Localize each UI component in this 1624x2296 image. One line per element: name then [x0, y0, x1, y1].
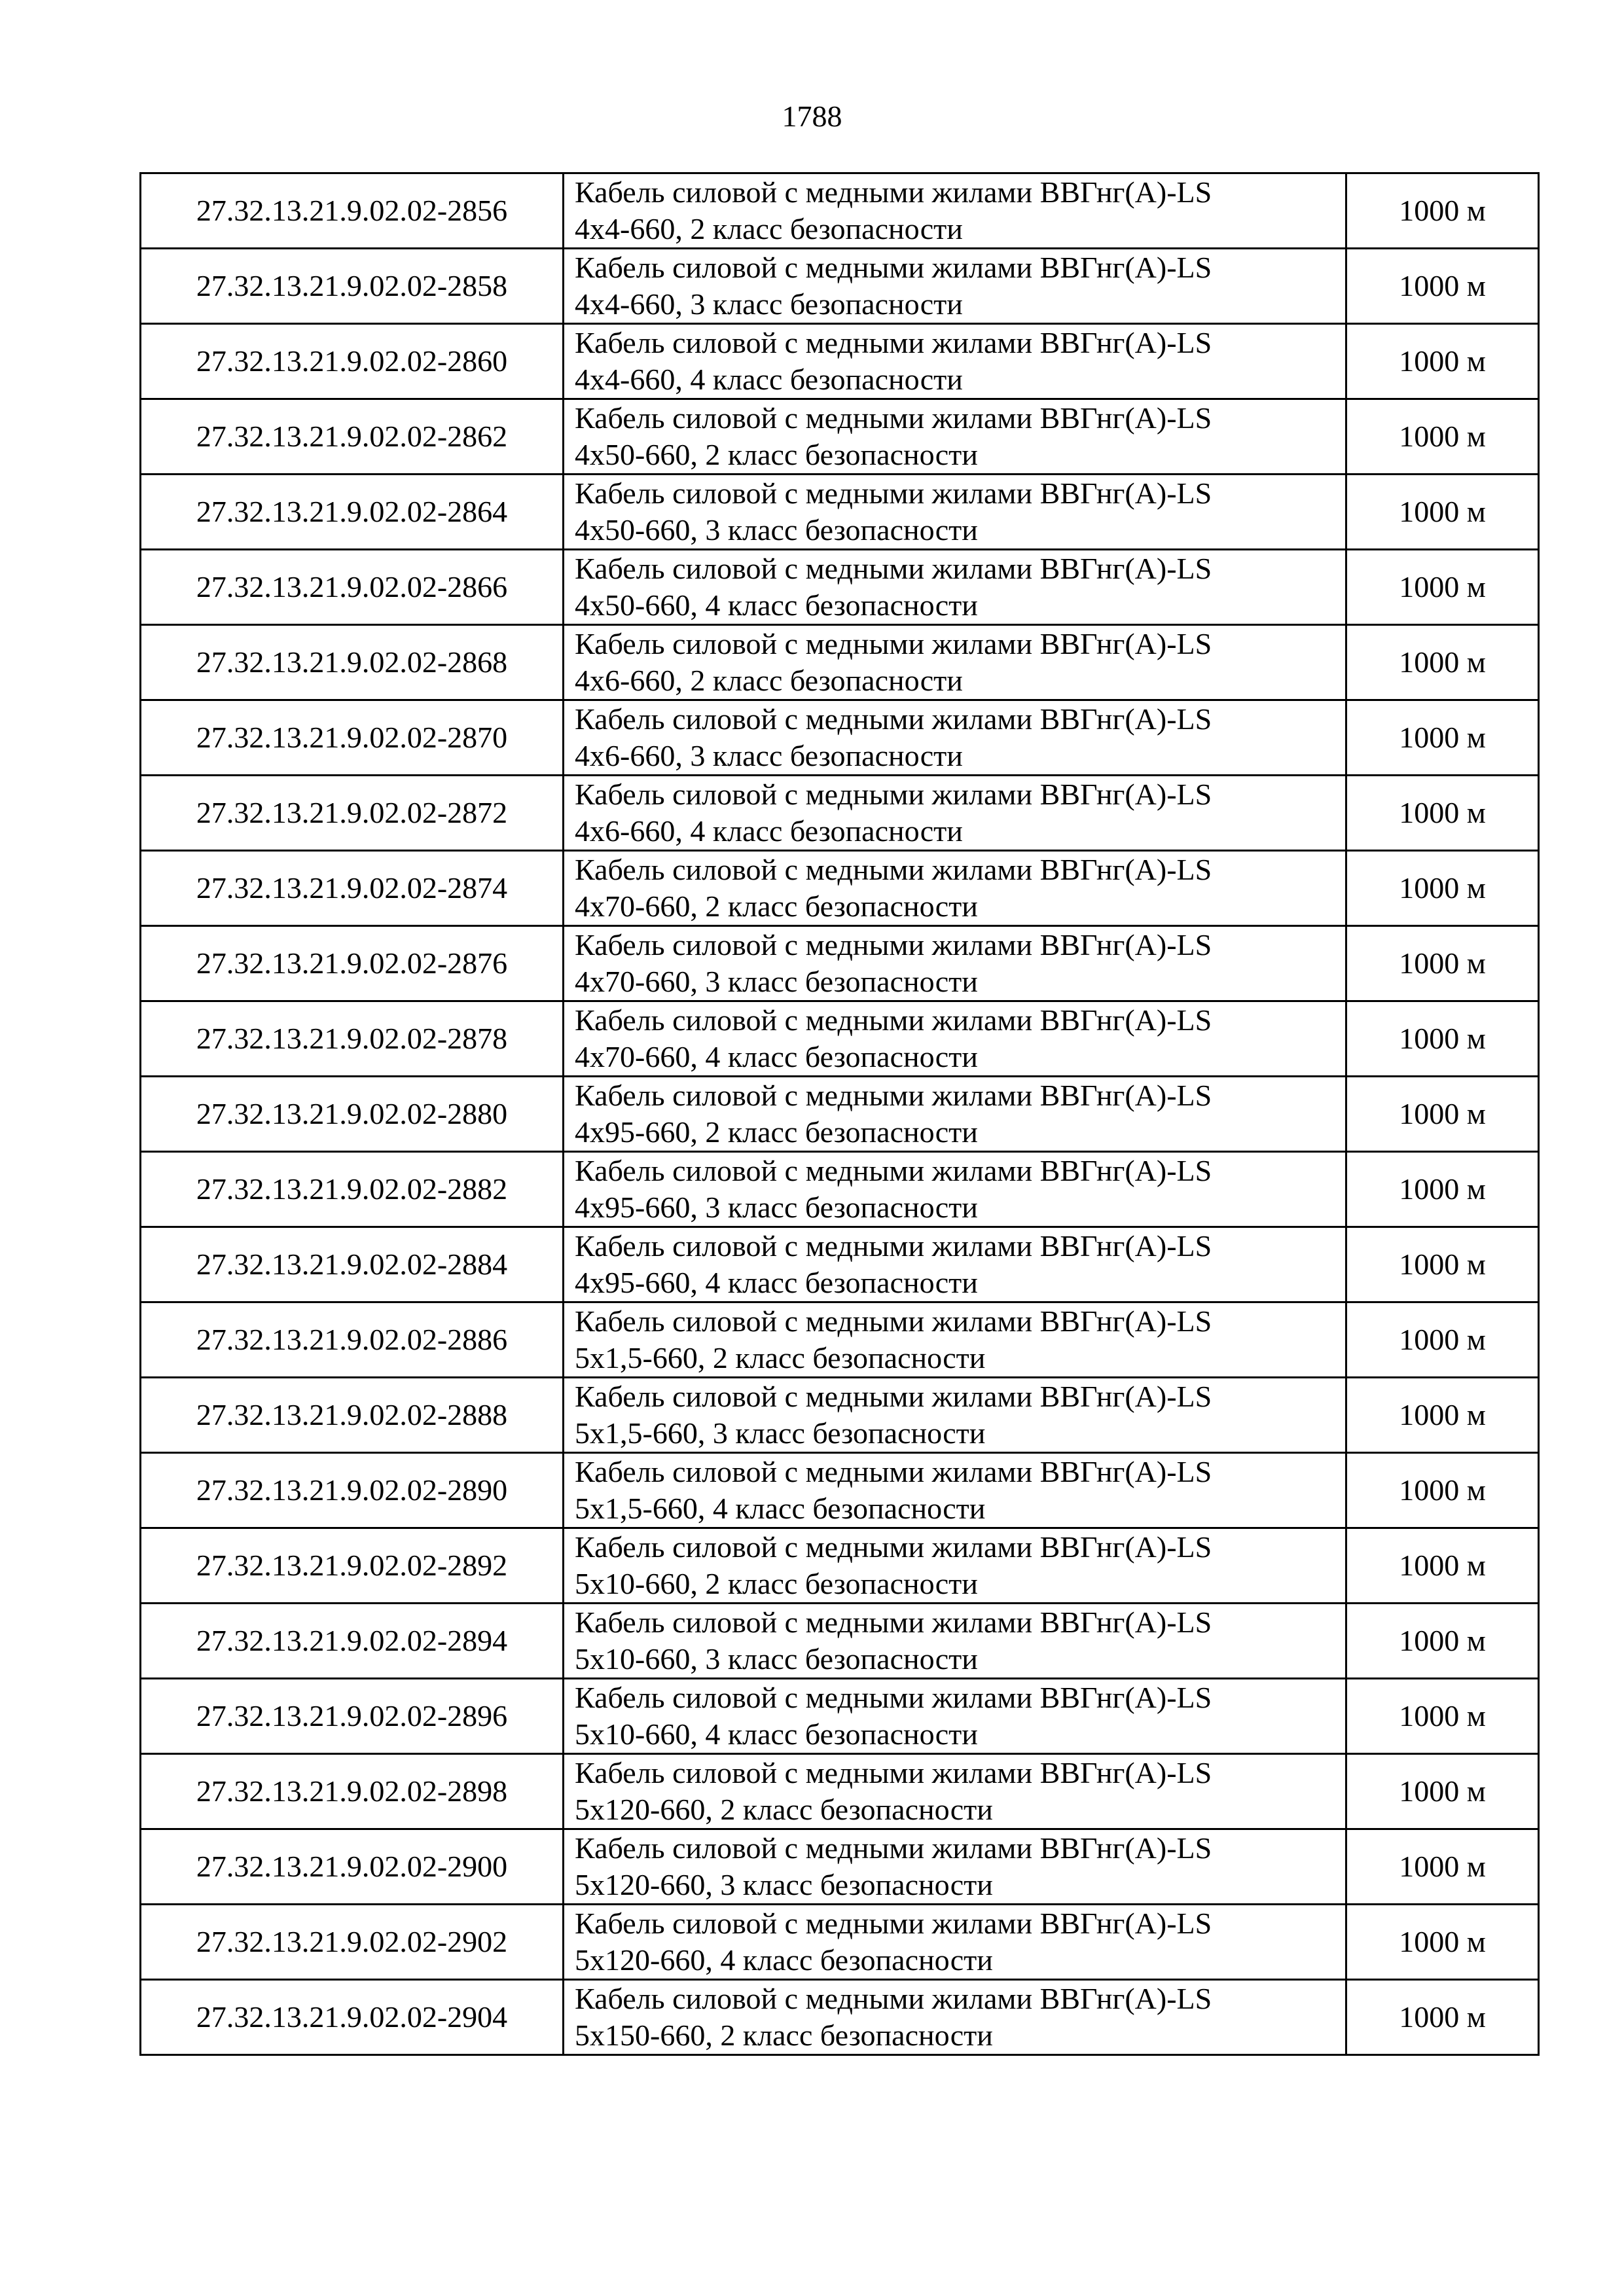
description-line-1: Кабель силовой с медными жилами ВВГнг(А)-LS: [575, 1304, 1212, 1338]
resource-code-cell: 27.32.13.21.9.02.02-2880: [141, 1077, 564, 1152]
resource-code-cell: 27.32.13.21.9.02.02-2860: [141, 324, 564, 399]
table-row: [141, 475, 1539, 550]
description-line-2: 5х1,5-660, 3 класс безопасности: [575, 1416, 986, 1450]
description-cell: [564, 399, 1346, 475]
description-line-2: 4х50-660, 4 класс безопасности: [575, 588, 978, 622]
description-cell: [564, 700, 1346, 776]
unit-cell: 1000 м: [1346, 1378, 1539, 1453]
description-cell: [564, 1152, 1346, 1227]
unit-cell: 1000 м: [1346, 1302, 1539, 1378]
table-row: [141, 173, 1539, 249]
description-line-2: 5х150-660, 2 класс безопасности: [575, 2018, 993, 2052]
description-line-1: Кабель силовой с медными жилами ВВГнг(А)-LS: [575, 1982, 1212, 2015]
description-line-1: Кабель силовой с медными жилами ВВГнг(А)-LS: [575, 1079, 1212, 1112]
unit-cell: 1000 м: [1346, 1604, 1539, 1679]
table-row: [141, 399, 1539, 475]
unit-cell: 1000 м: [1346, 1077, 1539, 1152]
unit-cell: 1000 м: [1346, 1754, 1539, 1829]
unit-cell: 1000 м: [1346, 776, 1539, 851]
description-line-2: 5х120-660, 2 класс безопасности: [575, 1793, 993, 1826]
description-cell: [564, 1453, 1346, 1528]
unit-cell: 1000 м: [1346, 1905, 1539, 1980]
description-cell: [564, 324, 1346, 399]
description-line-2: 4х6-660, 3 класс безопасности: [575, 739, 963, 772]
description-line-1: Кабель силовой с медными жилами ВВГнг(А)-LS: [575, 853, 1212, 886]
description-line-1: Кабель силовой с медными жилами ВВГнг(А)-LS: [575, 1455, 1212, 1488]
resource-code-cell: 27.32.13.21.9.02.02-2866: [141, 550, 564, 625]
unit-cell: 1000 м: [1346, 1980, 1539, 2055]
table-row: [141, 1001, 1539, 1077]
description-cell: [564, 550, 1346, 625]
description-cell: [564, 475, 1346, 550]
resource-code-cell: 27.32.13.21.9.02.02-2858: [141, 249, 564, 324]
resource-code-cell: 27.32.13.21.9.02.02-2898: [141, 1754, 564, 1829]
description-line-1: Кабель силовой с медными жилами ВВГнг(А)-LS: [575, 627, 1212, 660]
description-line-2: 5х1,5-660, 4 класс безопасности: [575, 1492, 986, 1525]
unit-cell: 1000 м: [1346, 1453, 1539, 1528]
resource-code-cell: 27.32.13.21.9.02.02-2904: [141, 1980, 564, 2055]
description-cell: [564, 926, 1346, 1001]
description-line-2: 4х50-660, 2 класс безопасности: [575, 438, 978, 471]
unit-cell: 1000 м: [1346, 550, 1539, 625]
description-line-2: 4х70-660, 3 класс безопасности: [575, 965, 978, 998]
description-cell: [564, 1528, 1346, 1604]
description-cell: [564, 1829, 1346, 1905]
unit-cell: 1000 м: [1346, 324, 1539, 399]
description-line-1: Кабель силовой с медными жилами ВВГнг(А)-LS: [575, 326, 1212, 359]
description-line-1: Кабель силовой с медными жилами ВВГнг(А)-LS: [575, 1681, 1212, 1714]
resource-code-cell: 27.32.13.21.9.02.02-2878: [141, 1001, 564, 1077]
table-row: [141, 324, 1539, 399]
description-line-1: Кабель силовой с медными жилами ВВГнг(А)-LS: [575, 1229, 1212, 1263]
description-line-1: Кабель силовой с медными жилами ВВГнг(А)-LS: [575, 1003, 1212, 1037]
unit-cell: 1000 м: [1346, 926, 1539, 1001]
table-row: [141, 700, 1539, 776]
resource-code-cell: 27.32.13.21.9.02.02-2870: [141, 700, 564, 776]
resource-code-cell: 27.32.13.21.9.02.02-2862: [141, 399, 564, 475]
description-cell: [564, 1754, 1346, 1829]
table-row: [141, 1528, 1539, 1604]
description-line-1: Кабель силовой с медными жилами ВВГнг(А)-LS: [575, 1756, 1212, 1789]
table-row: [141, 1077, 1539, 1152]
description-line-2: 5х10-660, 4 класс безопасности: [575, 1717, 978, 1751]
table-row: [141, 1302, 1539, 1378]
resource-code-cell: 27.32.13.21.9.02.02-2868: [141, 625, 564, 700]
description-line-2: 4х70-660, 4 класс безопасности: [575, 1040, 978, 1073]
table-row: [141, 1829, 1539, 1905]
description-cell: [564, 1604, 1346, 1679]
table-row: [141, 851, 1539, 926]
unit-cell: 1000 м: [1346, 1001, 1539, 1077]
description-line-1: Кабель силовой с медными жилами ВВГнг(А)-LS: [575, 702, 1212, 736]
unit-cell: 1000 м: [1346, 249, 1539, 324]
description-cell: [564, 249, 1346, 324]
unit-cell: 1000 м: [1346, 475, 1539, 550]
description-line-2: 4х6-660, 2 класс безопасности: [575, 664, 963, 697]
resource-code-cell: 27.32.13.21.9.02.02-2888: [141, 1378, 564, 1453]
description-cell: [564, 776, 1346, 851]
description-line-1: Кабель силовой с медными жилами ВВГнг(А)-LS: [575, 175, 1212, 209]
table-row: [141, 1453, 1539, 1528]
resource-code-cell: 27.32.13.21.9.02.02-2884: [141, 1227, 564, 1302]
description-line-1: Кабель силовой с медными жилами ВВГнг(А)-LS: [575, 1154, 1212, 1187]
cable-table: [139, 172, 1540, 2056]
table-row: [141, 1378, 1539, 1453]
resource-code-cell: 27.32.13.21.9.02.02-2886: [141, 1302, 564, 1378]
resource-code-cell: 27.32.13.21.9.02.02-2856: [141, 173, 564, 249]
table-body: [141, 173, 1539, 2055]
table-row: [141, 1227, 1539, 1302]
table-row: [141, 926, 1539, 1001]
resource-code-cell: 27.32.13.21.9.02.02-2876: [141, 926, 564, 1001]
description-line-2: 4х6-660, 4 класс безопасности: [575, 814, 963, 848]
description-line-1: Кабель силовой с медными жилами ВВГнг(А)-LS: [575, 476, 1212, 510]
unit-cell: 1000 м: [1346, 1152, 1539, 1227]
unit-cell: 1000 м: [1346, 173, 1539, 249]
unit-cell: 1000 м: [1346, 1227, 1539, 1302]
resource-code-cell: 27.32.13.21.9.02.02-2902: [141, 1905, 564, 1980]
resource-code-cell: 27.32.13.21.9.02.02-2874: [141, 851, 564, 926]
page-number: 1788: [782, 99, 842, 133]
description-line-1: Кабель силовой с медными жилами ВВГнг(А)-LS: [575, 251, 1212, 284]
unit-cell: 1000 м: [1346, 1528, 1539, 1604]
table-row: [141, 625, 1539, 700]
table-row: [141, 249, 1539, 324]
description-line-2: 5х1,5-660, 2 класс безопасности: [575, 1341, 986, 1374]
resource-code-cell: 27.32.13.21.9.02.02-2894: [141, 1604, 564, 1679]
description-line-1: Кабель силовой с медными жилами ВВГнг(А)-LS: [575, 778, 1212, 811]
description-cell: [564, 1679, 1346, 1754]
table-row: [141, 1754, 1539, 1829]
table-row: [141, 1905, 1539, 1980]
table-row: [141, 1980, 1539, 2055]
description-line-2: 5х120-660, 4 класс безопасности: [575, 1943, 993, 1977]
description-cell: [564, 851, 1346, 926]
description-line-2: 4х4-660, 3 класс безопасности: [575, 287, 963, 321]
description-line-2: 4х95-660, 3 класс безопасности: [575, 1191, 978, 1224]
description-cell: [564, 1980, 1346, 2055]
unit-cell: 1000 м: [1346, 700, 1539, 776]
description-cell: [564, 173, 1346, 249]
description-cell: [564, 1227, 1346, 1302]
description-cell: [564, 1905, 1346, 1980]
description-cell: [564, 1302, 1346, 1378]
description-line-2: 5х10-660, 3 класс безопасности: [575, 1642, 978, 1676]
resource-code-cell: 27.32.13.21.9.02.02-2892: [141, 1528, 564, 1604]
unit-cell: 1000 м: [1346, 399, 1539, 475]
unit-cell: 1000 м: [1346, 851, 1539, 926]
description-line-1: Кабель силовой с медными жилами ВВГнг(А)-LS: [575, 1380, 1212, 1413]
description-line-2: 4х95-660, 4 класс безопасности: [575, 1266, 978, 1299]
unit-cell: 1000 м: [1346, 1829, 1539, 1905]
description-cell: [564, 1077, 1346, 1152]
resource-code-cell: 27.32.13.21.9.02.02-2872: [141, 776, 564, 851]
resource-code-cell: 27.32.13.21.9.02.02-2890: [141, 1453, 564, 1528]
description-line-2: 4х70-660, 2 класс безопасности: [575, 889, 978, 923]
unit-cell: 1000 м: [1346, 625, 1539, 700]
description-line-2: 4х95-660, 2 класс безопасности: [575, 1115, 978, 1149]
resource-code-cell: 27.32.13.21.9.02.02-2864: [141, 475, 564, 550]
description-line-2: 5х10-660, 2 класс безопасности: [575, 1567, 978, 1600]
description-cell: [564, 1001, 1346, 1077]
table-row: [141, 1604, 1539, 1679]
description-line-2: 4х4-660, 4 класс безопасности: [575, 363, 963, 396]
description-line-2: 4х4-660, 2 класс безопасности: [575, 212, 963, 245]
description-line-1: Кабель силовой с медными жилами ВВГнг(А)-LS: [575, 552, 1212, 585]
resource-code-cell: 27.32.13.21.9.02.02-2900: [141, 1829, 564, 1905]
description-line-1: Кабель силовой с медными жилами ВВГнг(А)-LS: [575, 928, 1212, 961]
description-line-1: Кабель силовой с медными жилами ВВГнг(А)-LS: [575, 1605, 1212, 1639]
description-cell: [564, 1378, 1346, 1453]
resource-code-cell: 27.32.13.21.9.02.02-2882: [141, 1152, 564, 1227]
description-line-1: Кабель силовой с медными жилами ВВГнг(А)-LS: [575, 1530, 1212, 1564]
table-row: [141, 550, 1539, 625]
description-line-1: Кабель силовой с медными жилами ВВГнг(А)-LS: [575, 1907, 1212, 1940]
description-cell: [564, 625, 1346, 700]
description-line-2: 4х50-660, 3 класс безопасности: [575, 513, 978, 547]
table-row: [141, 1679, 1539, 1754]
resource-code-cell: 27.32.13.21.9.02.02-2896: [141, 1679, 564, 1754]
description-line-2: 5х120-660, 3 класс безопасности: [575, 1868, 993, 1901]
description-line-1: Кабель силовой с медными жилами ВВГнг(А)-LS: [575, 1831, 1212, 1865]
table-row: [141, 776, 1539, 851]
description-line-1: Кабель силовой с медными жилами ВВГнг(А)-LS: [575, 401, 1212, 435]
table-row: [141, 1152, 1539, 1227]
unit-cell: 1000 м: [1346, 1679, 1539, 1754]
